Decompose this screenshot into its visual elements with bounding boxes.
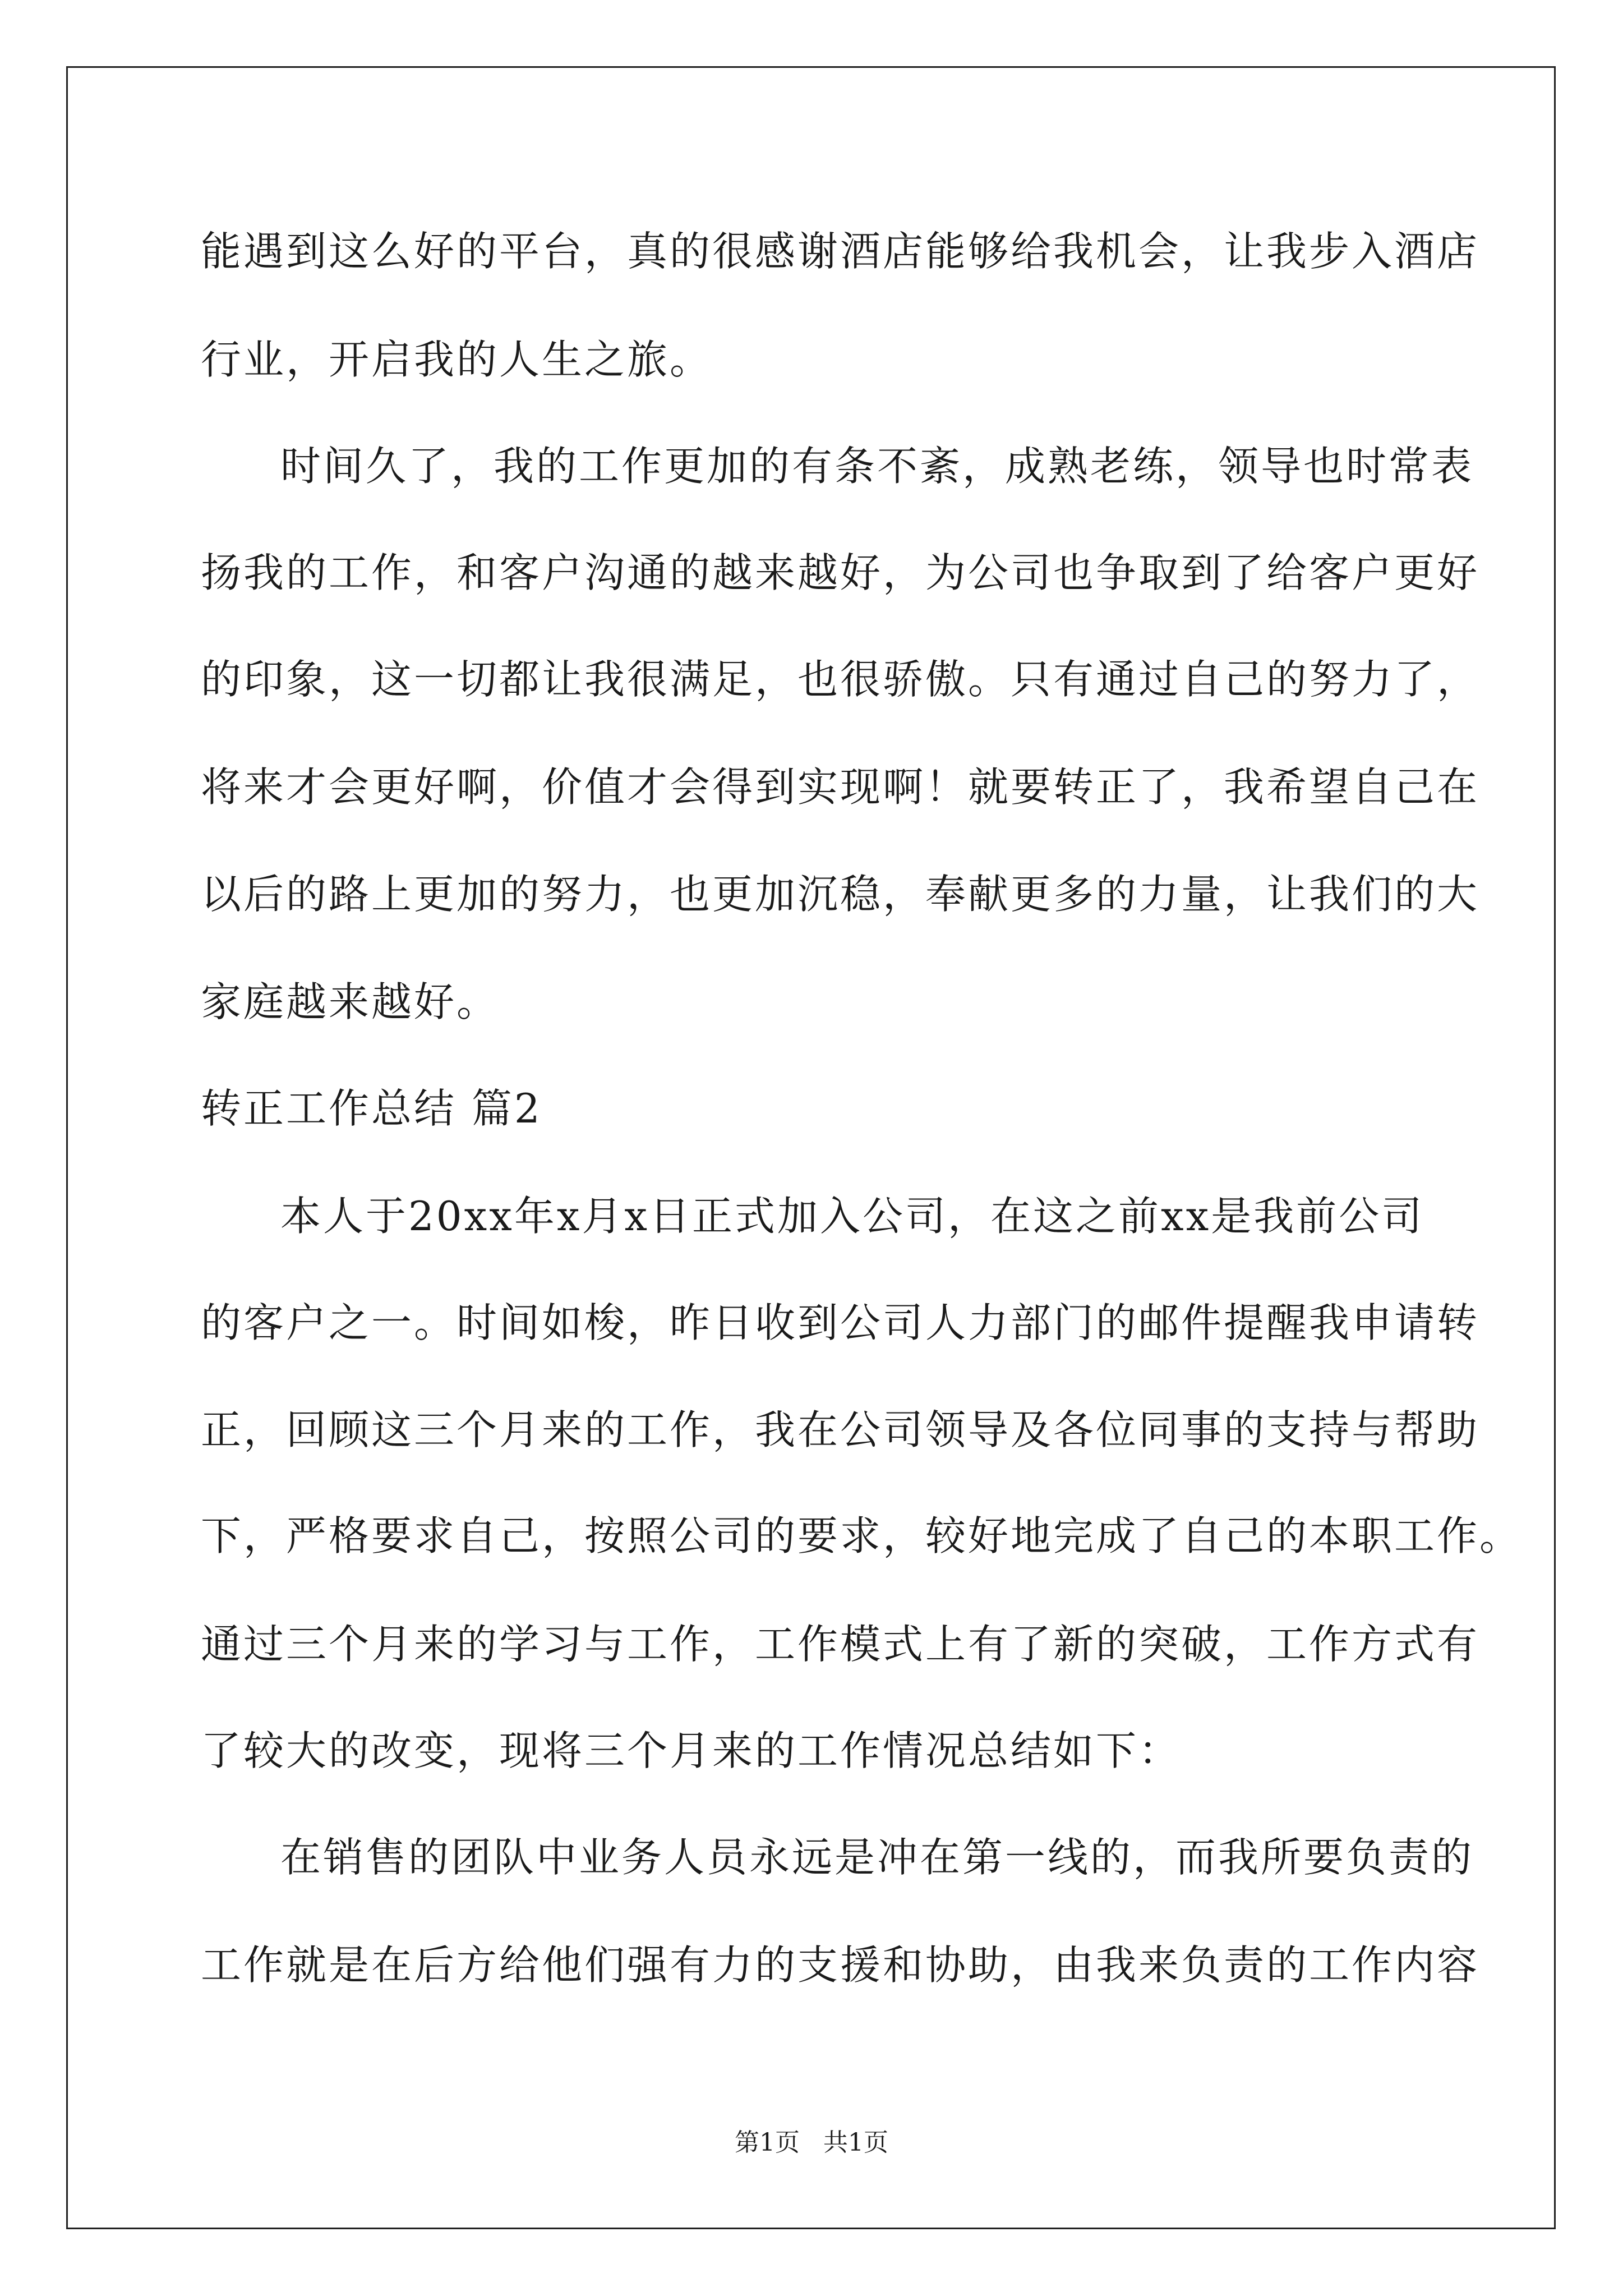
text-line: 的客户之一。时间如梭，昨日收到公司人力部门的邮件提醒我申请转	[201, 1299, 1480, 1346]
text-line: 下，严格要求自己，按照公司的要求，较好地完成了自己的本职工作。	[201, 1512, 1523, 1559]
text-line: 通过三个月来的学习与工作，工作模式上有了新的突破，工作方式有	[201, 1621, 1480, 1668]
paragraph-start: 在销售的团队中业务人员永远是冲在第一线的，而我所要负责的	[280, 1834, 1474, 1881]
text-line: 能遇到这么好的平台，真的很感谢酒店能够给我机会，让我步入酒店	[201, 228, 1480, 275]
text-line: 家庭越来越好。	[201, 978, 500, 1025]
paragraph-start: 本人于20xx年x月x日正式加入公司，在这之前xx是我前公司	[280, 1193, 1424, 1240]
page-border	[66, 66, 1556, 2229]
text-line: 行业，开启我的人生之旅。	[201, 336, 713, 383]
text-line: 了较大的改变，现将三个月来的工作情况总结如下：	[201, 1727, 1182, 1774]
paragraph-start: 时间久了，我的工作更加的有条不紊，成熟老练，领导也时常表	[280, 443, 1474, 490]
text-line: 工作就是在后方给他们强有力的支援和协助，由我来负责的工作内容	[201, 1941, 1480, 1989]
text-line: 以后的路上更加的努力，也更加沉稳，奉献更多的力量，让我们的大	[201, 871, 1480, 918]
text-line: 扬我的工作，和客户沟通的越来越好，为公司也争取到了给客户更好	[201, 549, 1480, 596]
page-number-footer: 第1页 共1页	[735, 2128, 888, 2157]
section-heading: 转正工作总结 篇2	[201, 1085, 542, 1132]
text-line: 将来才会更好啊，价值才会得到实现啊！就要转正了，我希望自己在	[201, 763, 1480, 811]
text-line: 的印象，这一切都让我很满足，也很骄傲。只有通过自己的努力了，	[201, 656, 1480, 703]
text-line: 正，回顾这三个月来的工作，我在公司领导及各位同事的支持与帮助	[201, 1406, 1480, 1453]
